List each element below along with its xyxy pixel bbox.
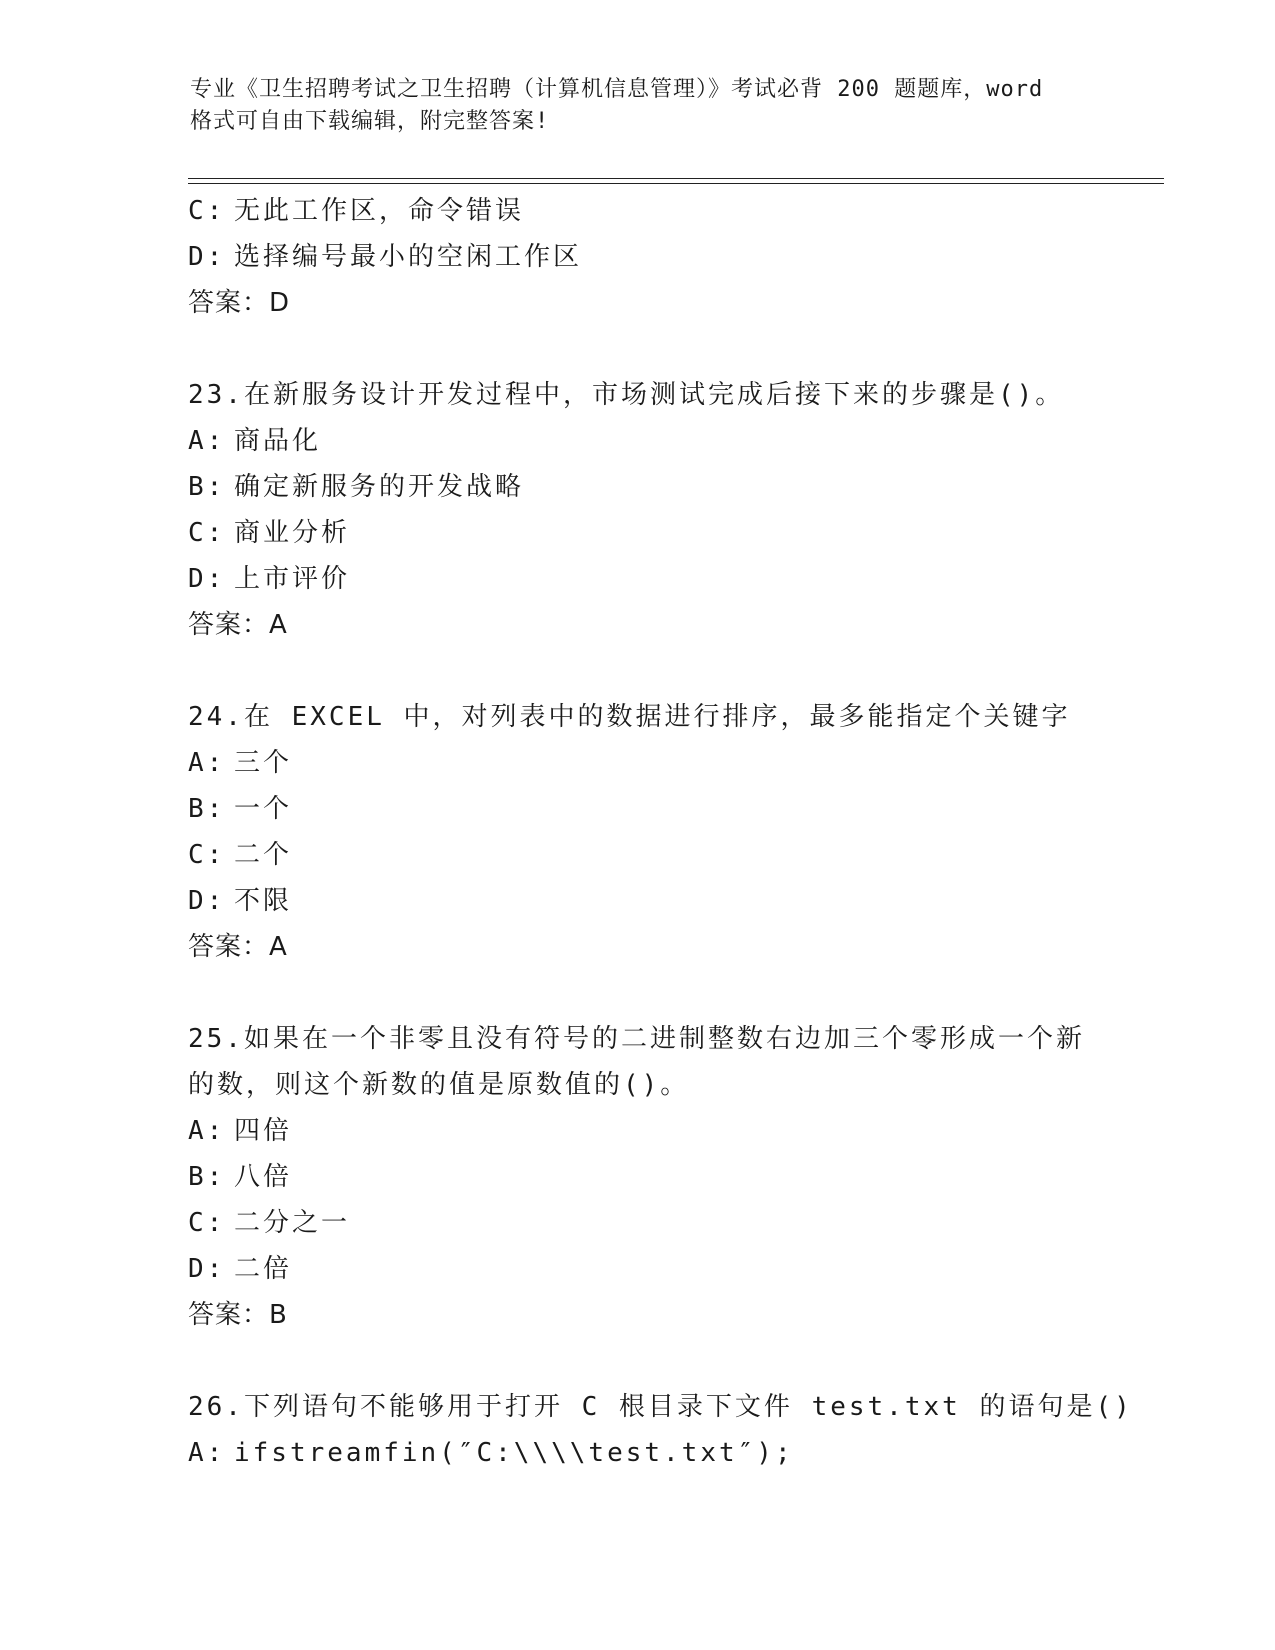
option-text: 不限 — [234, 886, 293, 916]
option-letter: B: — [188, 1162, 226, 1192]
option-d — [188, 234, 1148, 280]
option-letter: A: — [188, 1438, 226, 1468]
option-letter: B: — [188, 472, 226, 502]
option-text: 无此工作区，命令错误 — [234, 196, 525, 226]
answer-line: 答案：D — [188, 288, 291, 318]
answer-line: 答案：A — [188, 610, 288, 640]
option-letter: C: — [188, 196, 226, 226]
option-letter: A: — [188, 748, 226, 778]
header-line-2: 格式可自由下载编辑，附完整答案! — [190, 109, 550, 134]
option-c — [188, 1200, 1148, 1246]
option-text: 上市评价 — [234, 564, 351, 594]
document-body — [188, 188, 1148, 1476]
answer-line: 答案：A — [188, 932, 288, 962]
question-stem-line-1: 25.如果在一个非零且没有符号的二进制整数右边加三个零形成一个新 — [188, 1024, 1085, 1054]
option-a — [188, 1430, 1148, 1476]
option-letter: D: — [188, 886, 226, 916]
option-letter: D: — [188, 242, 226, 272]
spacer — [188, 648, 1148, 694]
option-text: 八倍 — [234, 1162, 293, 1192]
option-d — [188, 878, 1148, 924]
question-24 — [188, 694, 1148, 970]
question-stem-line-2: 的数，则这个新数的值是原数值的()。 — [188, 1070, 690, 1100]
option-text: 选择编号最小的空闲工作区 — [234, 242, 583, 272]
option-a — [188, 1108, 1148, 1154]
option-text: 二个 — [234, 840, 293, 870]
question-23 — [188, 372, 1148, 648]
document-header — [190, 74, 1090, 138]
option-b — [188, 464, 1148, 510]
option-text: 二倍 — [234, 1254, 293, 1284]
header-line-1: 专业《卫生招聘考试之卫生招聘（计算机信息管理）》考试必背 200 题题库，word — [190, 77, 1044, 102]
option-text: 商业分析 — [234, 518, 351, 548]
option-b — [188, 786, 1148, 832]
question-26 — [188, 1384, 1148, 1476]
option-letter: D: — [188, 564, 226, 594]
option-d — [188, 1246, 1148, 1292]
option-c — [188, 510, 1148, 556]
option-letter: A: — [188, 426, 226, 456]
option-d — [188, 556, 1148, 602]
spacer — [188, 326, 1148, 372]
option-c — [188, 832, 1148, 878]
option-text: ifstreamfin(″C:\\\\test.txt″); — [234, 1438, 794, 1468]
option-letter: C: — [188, 840, 226, 870]
option-text: 一个 — [234, 794, 293, 824]
question-stem: 26.下列语句不能够用于打开 C 根目录下文件 test.txt 的语句是() — [188, 1392, 1133, 1422]
answer-line: 答案：B — [188, 1300, 288, 1330]
option-letter: C: — [188, 1208, 226, 1238]
option-text: 三个 — [234, 748, 293, 778]
option-a — [188, 740, 1148, 786]
question-stem: 23.在新服务设计开发过程中，市场测试完成后接下来的步骤是()。 — [188, 380, 1065, 410]
option-letter: C: — [188, 518, 226, 548]
option-text: 商品化 — [234, 426, 322, 456]
option-text: 四倍 — [234, 1116, 293, 1146]
option-text: 二分之一 — [234, 1208, 351, 1238]
spacer — [188, 1338, 1148, 1384]
option-b — [188, 1154, 1148, 1200]
option-letter: D: — [188, 1254, 226, 1284]
question-25 — [188, 1016, 1148, 1338]
option-letter: B: — [188, 794, 226, 824]
option-a — [188, 418, 1148, 464]
question-prev — [188, 188, 1148, 326]
option-letter: A: — [188, 1116, 226, 1146]
header-double-rule — [188, 178, 1164, 184]
question-stem: 24.在 EXCEL 中，对列表中的数据进行排序，最多能指定个关键字 — [188, 702, 1071, 732]
option-text: 确定新服务的开发战略 — [234, 472, 525, 502]
option-c — [188, 188, 1148, 234]
spacer — [188, 970, 1148, 1016]
